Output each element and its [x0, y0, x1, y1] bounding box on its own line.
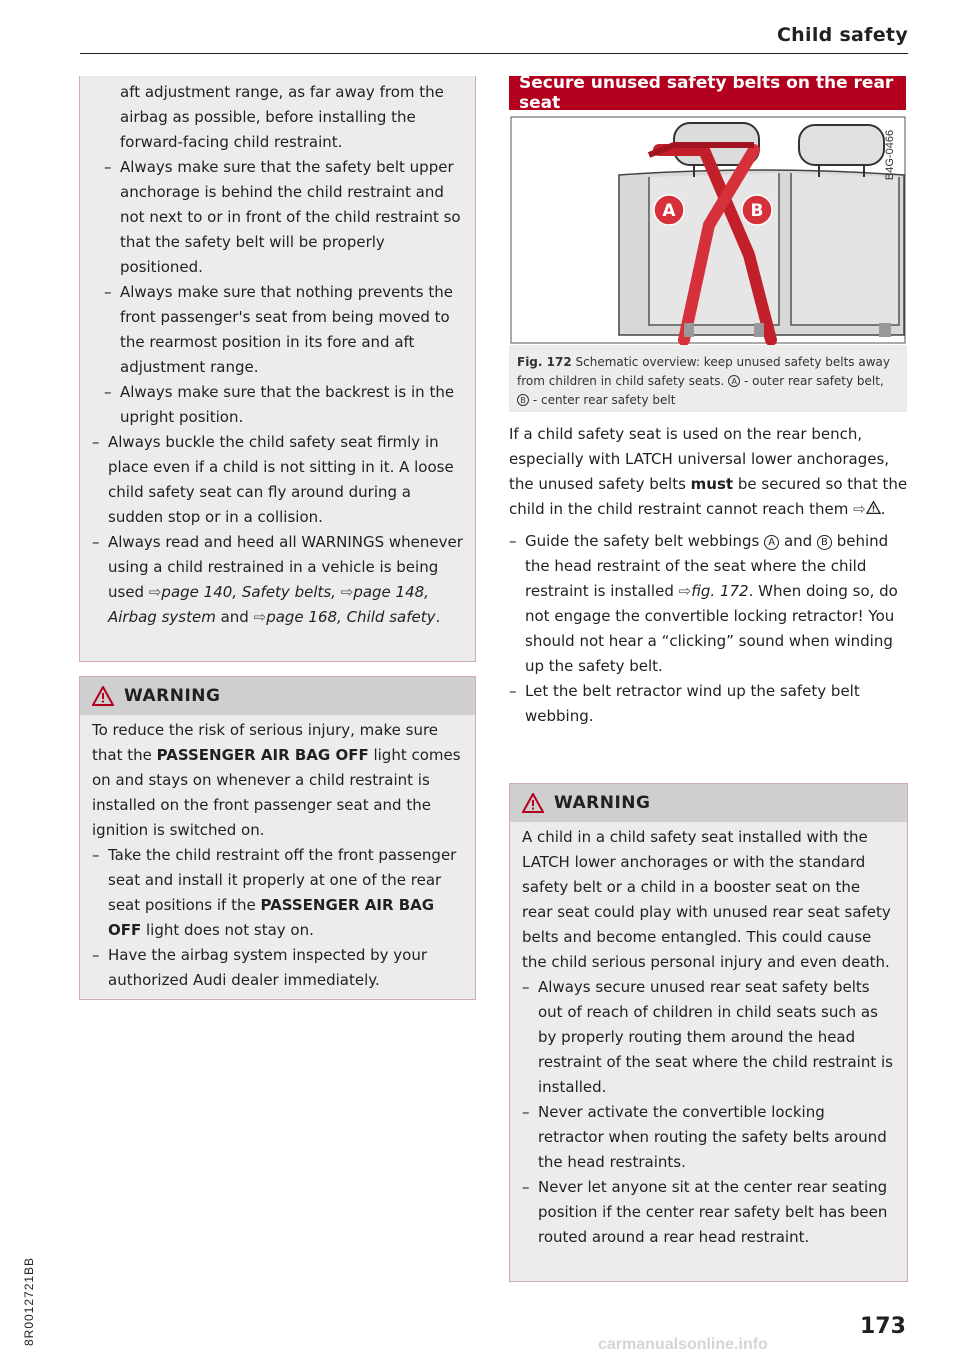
- warning-heading: WARNING: [124, 685, 221, 706]
- page-number: 173: [860, 1314, 906, 1339]
- page-reference[interactable]: page 168, Child safety: [266, 608, 436, 626]
- list-item: – Always make sure that the backrest is in the upright position.: [104, 380, 463, 430]
- list-item: – Never activate the convertible locking retractor when routing the safety belts around the head restraints.: [522, 1100, 895, 1175]
- document-code: 8R0012721BB: [22, 1256, 36, 1346]
- figure-reference[interactable]: fig. 172: [691, 582, 749, 600]
- page-header-title: Child safety: [776, 24, 908, 46]
- list-item-text: .: [435, 608, 441, 626]
- section-heading: Secure unused safety belts on the rear seat: [509, 76, 906, 110]
- list-item: – Have the airbag system inspected by your authorized Audi dealer immediately.: [92, 943, 463, 993]
- page-reference[interactable]: page 148, Airbag system: [108, 583, 429, 626]
- figure-172: [509, 115, 907, 412]
- figure-code: B4G-0466: [884, 129, 896, 181]
- figure-caption: Fig. 172 Schematic overview: keep unused safety belts away from children in child safety seats. A - outer rear safety belt, B - center rear safety belt: [517, 355, 890, 407]
- warning-triangle-icon: [92, 686, 114, 706]
- warning-box-belts: [509, 783, 908, 1282]
- circle-a-icon: A: [764, 535, 779, 550]
- body-paragraph: If a child safety seat is used on the rear bench, especially with LATCH universal lower anchorages, the unused safety belts must be secured so that the child in the child restraint cannot reach them ⇨ .: [509, 425, 908, 518]
- list-item: – Guide the safety belt webbings A and B behind the head restraint of the seat where the child restraint is installed ⇨fig. 172. When doing so, do not engage the convertible locking retractor! You should not hear a “clicking” sound when winding up the safety belt.: [509, 529, 909, 679]
- list-item: – Always make sure that the safety belt upper anchorage is behind the child restraint and not next to or in front of the child restraint so that the safety belt will be properly positioned.: [104, 155, 463, 280]
- rear-seat-illustration: [509, 115, 907, 345]
- list-item: – Let the belt retractor wind up the safety belt webbing.: [509, 679, 909, 729]
- list-item: – Never let anyone sit at the center rear seating position if the center rear safety belt has been routed around a rear head restraint.: [522, 1175, 895, 1250]
- list-item: – Always secure unused rear seat safety belts out of reach of children in child seats such as by properly routing them around the head restraint of the seat where the child restraint is installed.: [522, 975, 895, 1100]
- circle-b-icon: B: [817, 535, 832, 550]
- warning-triangle-icon: [522, 793, 544, 813]
- arrow-right-icon: ⇨: [678, 582, 692, 600]
- arrow-right-icon: ⇨: [340, 583, 354, 601]
- arrow-right-icon: ⇨: [853, 500, 866, 518]
- arrow-right-icon: ⇨: [148, 583, 162, 601]
- list-item: – Always buckle the child safety seat firmly in place even if a child is not sitting in it. A loose child safety seat can fly around during a sudden stop or in a collision.: [92, 430, 463, 530]
- list-item: aft adjustment range, as far away from the airbag as possible, before installing the forward-facing child restraint.: [120, 83, 444, 151]
- list-item: – Take the child restraint off the front passenger seat and install it properly at one of the rear seat positions if the PASSENGER AIR BAG OFF light does not stay on.: [92, 843, 463, 943]
- circle-a-icon: A: [728, 375, 740, 387]
- list-item-text: and: [215, 608, 249, 626]
- body-text: [509, 422, 909, 729]
- watermark: carmanualsonline.info: [598, 1336, 768, 1353]
- warning-header: [80, 677, 475, 715]
- label-b: B: [750, 201, 764, 221]
- warning-box-airbag: [79, 676, 476, 1000]
- warning-heading: WARNING: [554, 792, 651, 813]
- list-item-text: Always read and heed all WARNINGS whenever using a child restrained in a vehicle is being used: [108, 533, 463, 601]
- list-item: [92, 530, 463, 630]
- warning-intro: A child in a child safety seat installed with the LATCH lower anchorages or with the standard safety belt or a child in a booster seat on the rear seat could play with unused rear seat safety belts and become entangled. This could cause the child serious personal injury and even death.: [522, 828, 891, 971]
- warning-header: [510, 784, 907, 822]
- warning-triangle-icon: [866, 501, 881, 514]
- circle-b-icon: B: [517, 394, 529, 406]
- label-a: A: [662, 201, 676, 221]
- continued-warning-box: [79, 76, 476, 662]
- warning-intro: To reduce the risk of serious injury, make sure that the PASSENGER AIR BAG OFF light comes on and stays on whenever a child restraint is installed on the front passenger seat and the ignition is switched on.: [92, 721, 461, 839]
- page-reference[interactable]: page 140, Safety belts,: [161, 583, 336, 601]
- arrow-right-icon: ⇨: [253, 608, 267, 626]
- list-item: – Always make sure that nothing prevents the front passenger's seat from being moved to the rearmost position in its fore and aft adjustment range.: [104, 280, 463, 380]
- header-rule: [80, 53, 908, 54]
